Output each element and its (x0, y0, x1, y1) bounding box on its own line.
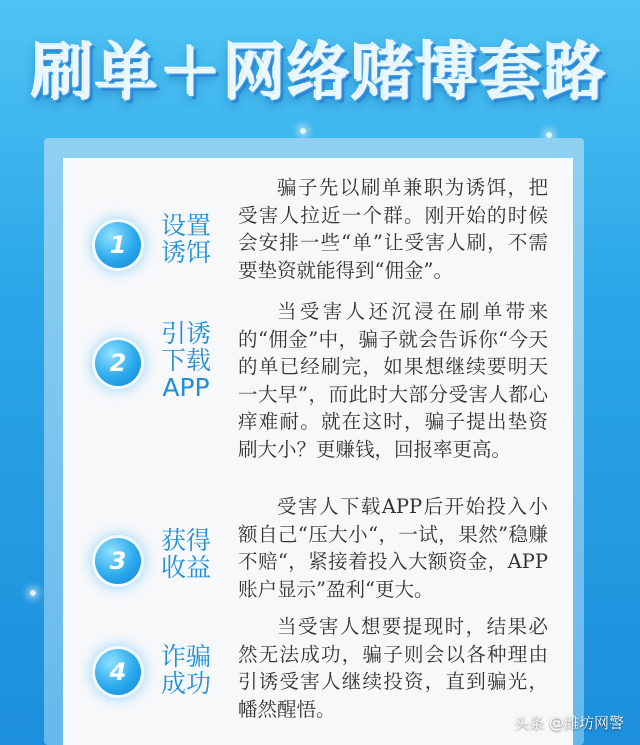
sparkle (300, 128, 306, 134)
step-3 (63, 493, 573, 611)
page-title: 刷单＋网络赌博套路 (31, 36, 608, 109)
step-label: 设置诱饵 (160, 211, 211, 267)
sparkle (30, 590, 36, 596)
step-description: 骗子先以刷单兼职为诱饵，把受害人拉近一个群。刚开始的时候会安排一些“单”让受害人刷，不需要垫资就能得到“佣金”。 (238, 176, 548, 282)
step-number-badge: 3 (95, 538, 141, 584)
step-number-badge: 4 (95, 649, 141, 695)
step-label: 引诱下载APP (160, 319, 211, 402)
step-2 (63, 298, 573, 498)
step-label: 获得收益 (160, 526, 211, 582)
step-description: 受害人下载APP后开始投入小额自己“压大小“，一试，果然”稳赚不赔“，紧接着投入大额资金，APP账户显示”盈利“更大。 (238, 495, 548, 601)
step-description: 当受害人想要提现时，结果必然无法成功，骗子则会以各种理由引诱受害人继续投资，直到骗光，幡然醒悟。 (238, 615, 548, 721)
watermark: 头条 @潍坊网警 (514, 714, 624, 732)
steps-card (63, 158, 573, 745)
step-4 (63, 613, 573, 738)
step-number-badge: 1 (95, 222, 141, 268)
step-number-badge: 2 (95, 340, 141, 386)
step-description: 当受害人还沉浸在刷单带来的“佣金”中，骗子就会告诉你“今天的单已经刷完，如果想继续要明天一大早”，而此时大部分受害人都心痒难耐。就在这时，骗子提出垫资刷大小？更赚钱，回报率更高。 (238, 300, 548, 461)
step-label: 诈骗成功 (160, 642, 211, 698)
step-1 (63, 170, 573, 295)
